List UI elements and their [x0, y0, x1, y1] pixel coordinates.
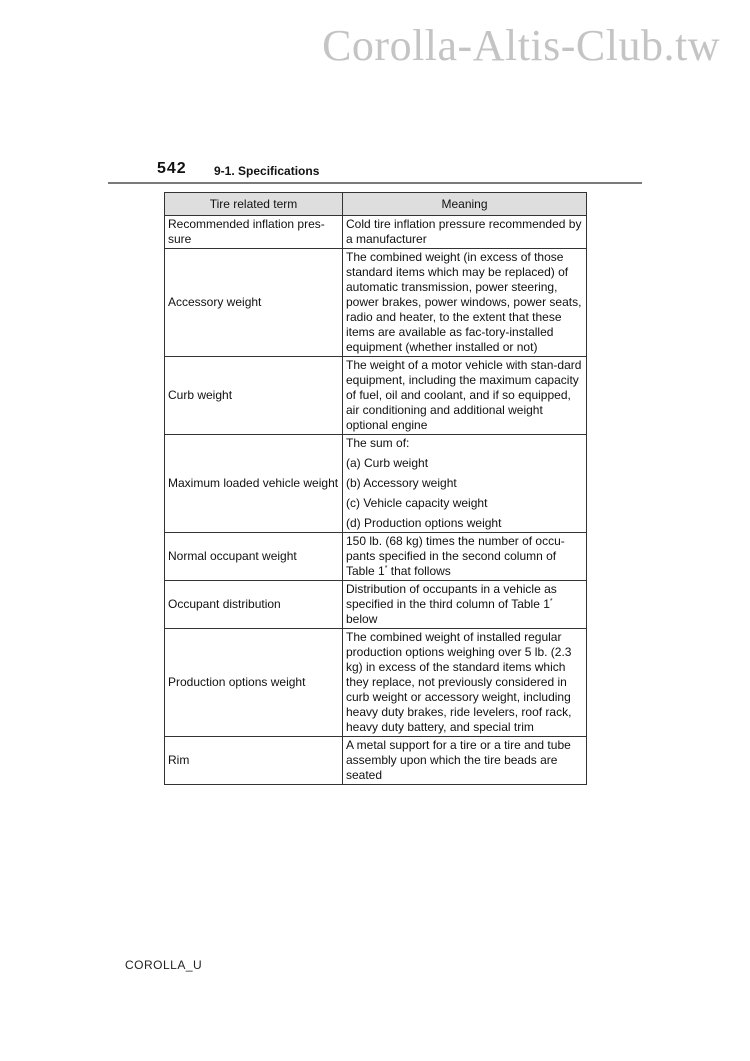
meaning-text: 150 lb. (68 kg) times the number of occu-pants specified in the second column of Table 1 [346, 534, 565, 578]
term-cell: Production options weight [165, 629, 343, 737]
column-header-term: Tire related term [165, 193, 343, 216]
meaning-cell: The weight of a motor vehicle with stan-dard equipment, including the maximum capacity of fuel, oil and coolant, and if so equipped, air conditioning and additional weight optional engine [343, 357, 587, 435]
meaning-cell: The combined weight (in excess of those standard items which may be replaced) of automatic transmission, power steering, power brakes, power windows, power seats, radio and heater, to the extent that these items are available as fac-tory-installed equipment (whether installed or not) [343, 249, 587, 357]
meaning-line: The sum of: [346, 436, 410, 450]
term-cell: Maximum loaded vehicle weight [165, 435, 343, 533]
table-row [165, 216, 587, 249]
meaning-cell [343, 581, 587, 629]
meaning-cell [343, 435, 587, 533]
meaning-text-tail: that follows [387, 564, 451, 578]
table-row [165, 357, 587, 435]
table-row [165, 629, 587, 737]
page-number: 542 [157, 160, 187, 177]
term-cell: Curb weight [165, 357, 343, 435]
meaning-cell [343, 533, 587, 581]
header-divider [108, 182, 642, 184]
term-cell: Rim [165, 737, 343, 785]
watermark: Corolla-Altis-Club.tw [322, 21, 720, 70]
table-row [165, 435, 587, 533]
meaning-cell: Cold tire inflation pressure recommended by a manufacturer [343, 216, 587, 249]
table-row [165, 737, 587, 785]
term-cell: Normal occupant weight [165, 533, 343, 581]
term-cell: Accessory weight [165, 249, 343, 357]
meaning-cell: A metal support for a tire or a tire and tube assembly upon which the tire beads are seated [343, 737, 587, 785]
table-row [165, 581, 587, 629]
table-row [165, 533, 587, 581]
section-title: 9-1. Specifications [214, 164, 320, 178]
table-row [165, 249, 587, 357]
term-cell: Occupant distribution [165, 581, 343, 629]
meaning-cell: The combined weight of installed regular production options weighing over 5 lb. (2.3 kg) in excess of the standard items which they replace, not previously considered in curb weight or accessory weight, including heavy duty brakes, ride levelers, roof rack, heavy duty battery, and special trim [343, 629, 587, 737]
meaning-line: (c) Vehicle capacity weight [346, 496, 488, 510]
tire-terms-table [164, 192, 587, 785]
meaning-line: (b) Accessory weight [346, 476, 457, 490]
term-cell: Recommended inflation pres-sure [165, 216, 343, 249]
meaning-line: (d) Production options weight [346, 516, 502, 530]
meaning-text-tail: below [346, 612, 378, 626]
footnote-marker: * [384, 565, 388, 572]
table-header-row [165, 193, 587, 216]
meaning-text: Distribution of occupants in a vehicle as specified in the third column of Table 1 [346, 582, 557, 611]
meaning-line: (a) Curb weight [346, 456, 429, 470]
column-header-meaning: Meaning [343, 193, 587, 216]
footnote-marker: * [549, 598, 553, 605]
footer-model-code: COROLLA_U [125, 958, 203, 972]
